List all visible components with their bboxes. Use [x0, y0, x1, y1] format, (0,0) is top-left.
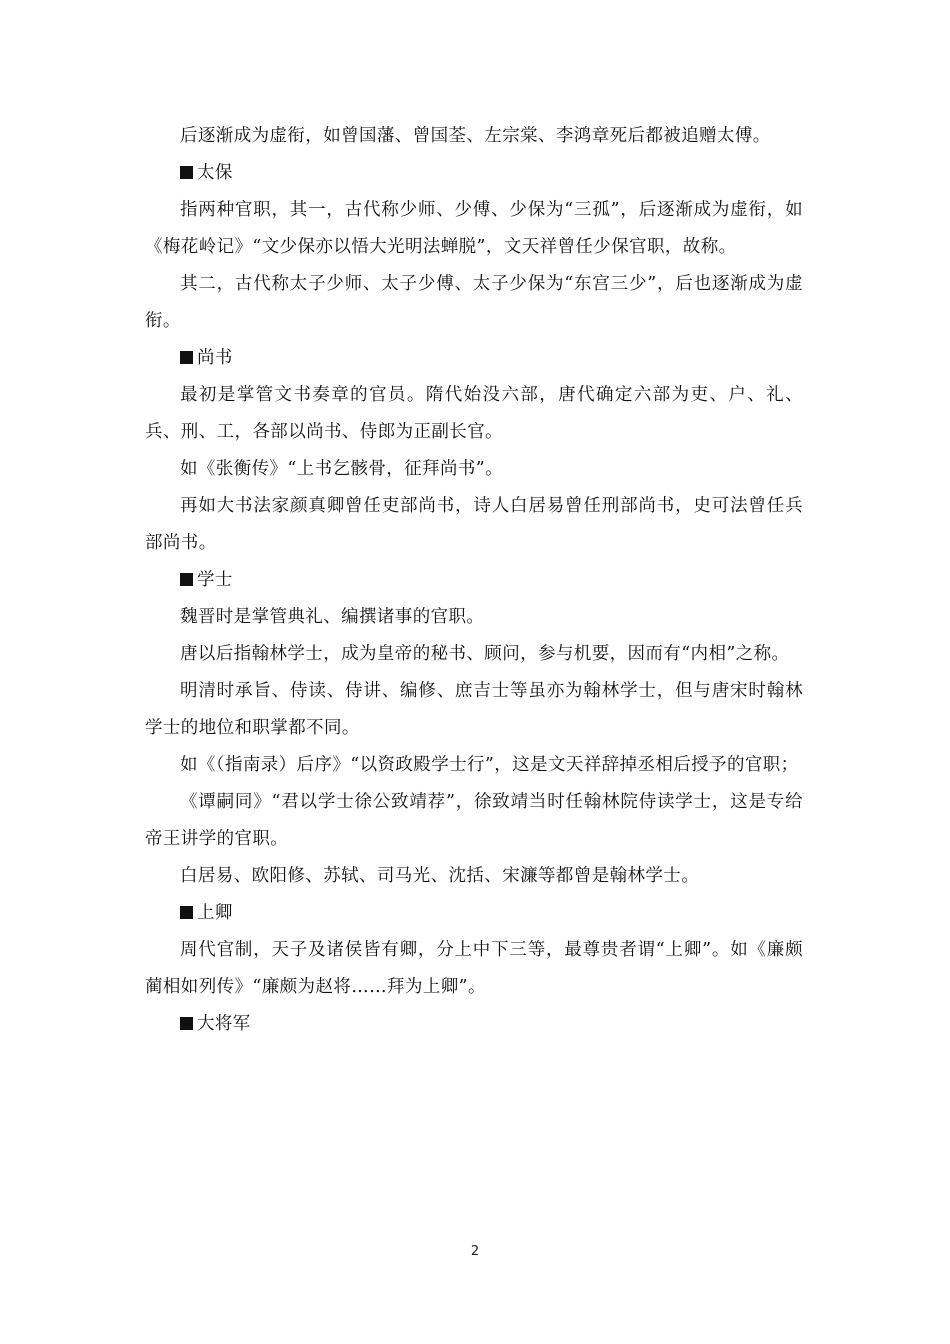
paragraph: 明清时承旨、侍读、侍讲、编修、庶吉士等虽亦为翰林学士，但与唐宋时翰林学士的地位和职掌都不同。	[145, 681, 803, 738]
paragraph: 指两种官职，其一，古代称少师、少傅、少保为“三孤”，后逐渐成为虚衔，如《梅花岭记》“文少保亦以悟大光明法蝉脱”，文天祥曾任少保官职，故称。	[145, 200, 803, 257]
paragraph: 周代官制，天子及诸侯皆有卿，分上中下三等，最尊贵者谓“上卿”。如《廉颇蔺相如列传》“廉颇为赵将……拜为上卿”。	[145, 940, 803, 997]
paragraph: 其二，古代称太子少师、太子少傅、太子少保为“东宫三少”，后也逐渐成为虚衔。	[145, 274, 803, 331]
section-heading-xueshi	[145, 562, 803, 599]
square-bullet-icon	[180, 573, 193, 586]
paragraph: 白居易、欧阳修、苏轼、司马光、沈括、宋濂等都曾是翰林学士。	[180, 866, 700, 886]
paragraph: 后逐渐成为虚衔，如曾国藩、曾国荃、左宗棠、李鸿章死后都被追赠太傅。	[180, 126, 771, 146]
section-heading-label: 尚书	[197, 348, 233, 368]
section-heading-shangqing	[145, 895, 803, 932]
paragraph: 最初是掌管文书奏章的官员。隋代始没六部，唐代确定六部为吏、户、礼、兵、刑、工，各部以尚书、侍郎为正副长官。	[145, 385, 803, 442]
paragraph: 再如大书法家颜真卿曾任吏部尚书，诗人白居易曾任刑部尚书，史可法曾任兵部尚书。	[145, 496, 803, 553]
section-heading-label: 太保	[197, 163, 233, 183]
square-bullet-icon	[180, 351, 193, 364]
page-number: 2	[470, 1244, 480, 1259]
section-heading-taibao	[145, 155, 803, 192]
paragraph: 魏晋时是掌管典礼、编撰诸事的官职。	[180, 607, 485, 627]
section-heading-label: 学士	[197, 570, 233, 590]
paragraph: 《谭嗣同》“君以学士徐公致靖荐”，徐致靖当时任翰林院侍读学士，这是专给帝王讲学的官职。	[145, 792, 803, 849]
section-heading-shangshu	[145, 340, 803, 377]
square-bullet-icon	[180, 906, 193, 919]
section-heading-label: 上卿	[197, 903, 233, 923]
document-body	[145, 118, 803, 1043]
square-bullet-icon	[180, 166, 193, 179]
paragraph: 如《（指南录）后序》“以资政殿学士行”，这是文天祥辞掉丞相后授予的官职；	[180, 755, 799, 775]
square-bullet-icon	[180, 1017, 193, 1030]
section-heading-label: 大将军	[197, 1014, 251, 1034]
paragraph: 如《张衡传》“上书乞骸骨，征拜尚书”。	[180, 459, 503, 479]
section-heading-dajiangjun	[145, 1006, 803, 1043]
paragraph: 唐以后指翰林学士，成为皇帝的秘书、顾问，参与机要，因而有“内相”之称。	[180, 644, 790, 664]
